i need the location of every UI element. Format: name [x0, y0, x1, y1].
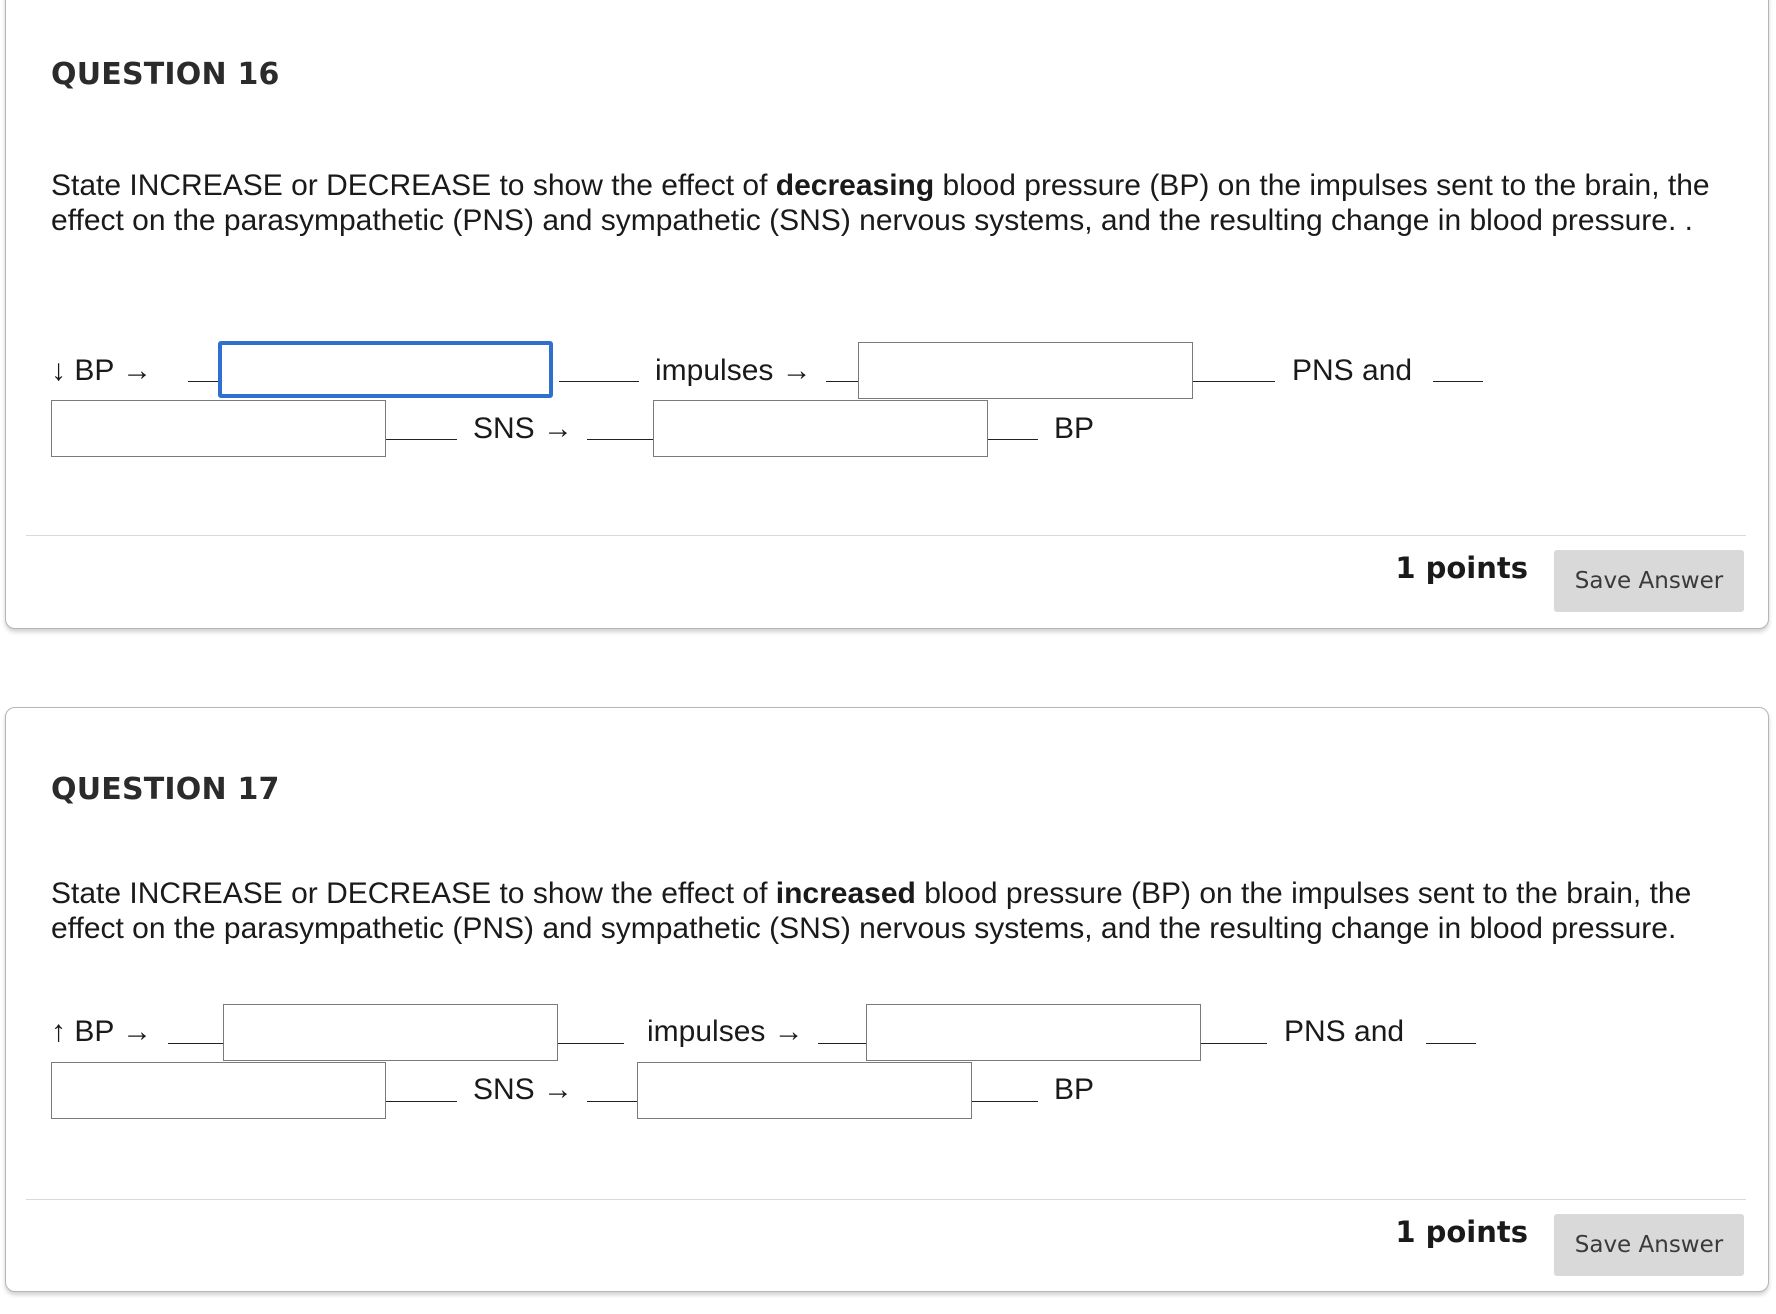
blank-line [558, 1043, 624, 1044]
question-text [51, 876, 1711, 946]
question-text-part: State INCREASE or DECREASE to show the effect of [51, 877, 776, 910]
blank-line [988, 439, 1038, 440]
blank-line [386, 1101, 457, 1102]
answer-input-4[interactable] [653, 400, 988, 457]
label-impulses: impulses → [647, 1015, 804, 1048]
question-title: QUESTION 16 [51, 57, 280, 92]
blank-line [972, 1101, 1038, 1102]
label-pns-and: PNS and [1292, 354, 1413, 387]
label-pns-and: PNS and [1284, 1015, 1405, 1048]
blank-line [587, 1101, 637, 1102]
blank-line [826, 381, 858, 382]
points-label: 1 points [1395, 1215, 1528, 1249]
blank-line [386, 439, 457, 440]
answer-input-4[interactable] [637, 1062, 972, 1119]
blank-line [559, 381, 639, 382]
label-sns: SNS → [473, 1073, 574, 1106]
answer-input-1[interactable] [218, 341, 553, 398]
blank-line [1433, 381, 1483, 382]
save-answer-button[interactable]: Save Answer [1554, 1214, 1744, 1276]
question-16-card [5, 0, 1769, 629]
label-impulses: impulses → [655, 354, 812, 387]
question-text-part: blood pressure (BP) on the impulses sent to the brain, the effect on the parasympathetic (PNS) and sympathetic (SNS) nervous systems, and the resulting change in blood pressure. [51, 877, 1692, 945]
answer-input-3[interactable] [51, 400, 386, 457]
save-answer-button[interactable]: Save Answer [1554, 550, 1744, 612]
answer-input-3[interactable] [51, 1062, 386, 1119]
blank-line [1426, 1043, 1476, 1044]
question-text-emphasis: decreasing [775, 169, 935, 202]
answer-input-2[interactable] [858, 342, 1193, 399]
blank-line [1193, 381, 1275, 382]
label-increased-bp: ↑ BP → [51, 1015, 153, 1048]
answer-input-1[interactable] [223, 1004, 558, 1061]
question-17-card [5, 707, 1769, 1292]
divider [26, 535, 1746, 536]
label-bp-end: BP [1054, 412, 1095, 445]
blank-line [188, 381, 218, 382]
label-decreased-bp: ↓ BP → [51, 354, 153, 387]
question-text-emphasis: increased [775, 877, 916, 910]
question-text-part: blood pressure (BP) on the impulses sent to the brain, the effect on the parasympathetic (PNS) and sympathetic (SNS) nervous systems, and the resulting change in blood pressure. . [51, 169, 1710, 237]
blank-line [1201, 1043, 1267, 1044]
label-sns: SNS → [473, 412, 574, 445]
points-label: 1 points [1395, 551, 1528, 585]
answer-input-2[interactable] [866, 1004, 1201, 1061]
divider [26, 1199, 1746, 1200]
question-text-part: State INCREASE or DECREASE to show the effect of [51, 169, 776, 202]
question-title: QUESTION 17 [51, 772, 280, 807]
blank-line [818, 1043, 866, 1044]
blank-line [168, 1043, 223, 1044]
question-text [51, 168, 1711, 238]
label-bp-end: BP [1054, 1073, 1095, 1106]
blank-line [587, 439, 653, 440]
